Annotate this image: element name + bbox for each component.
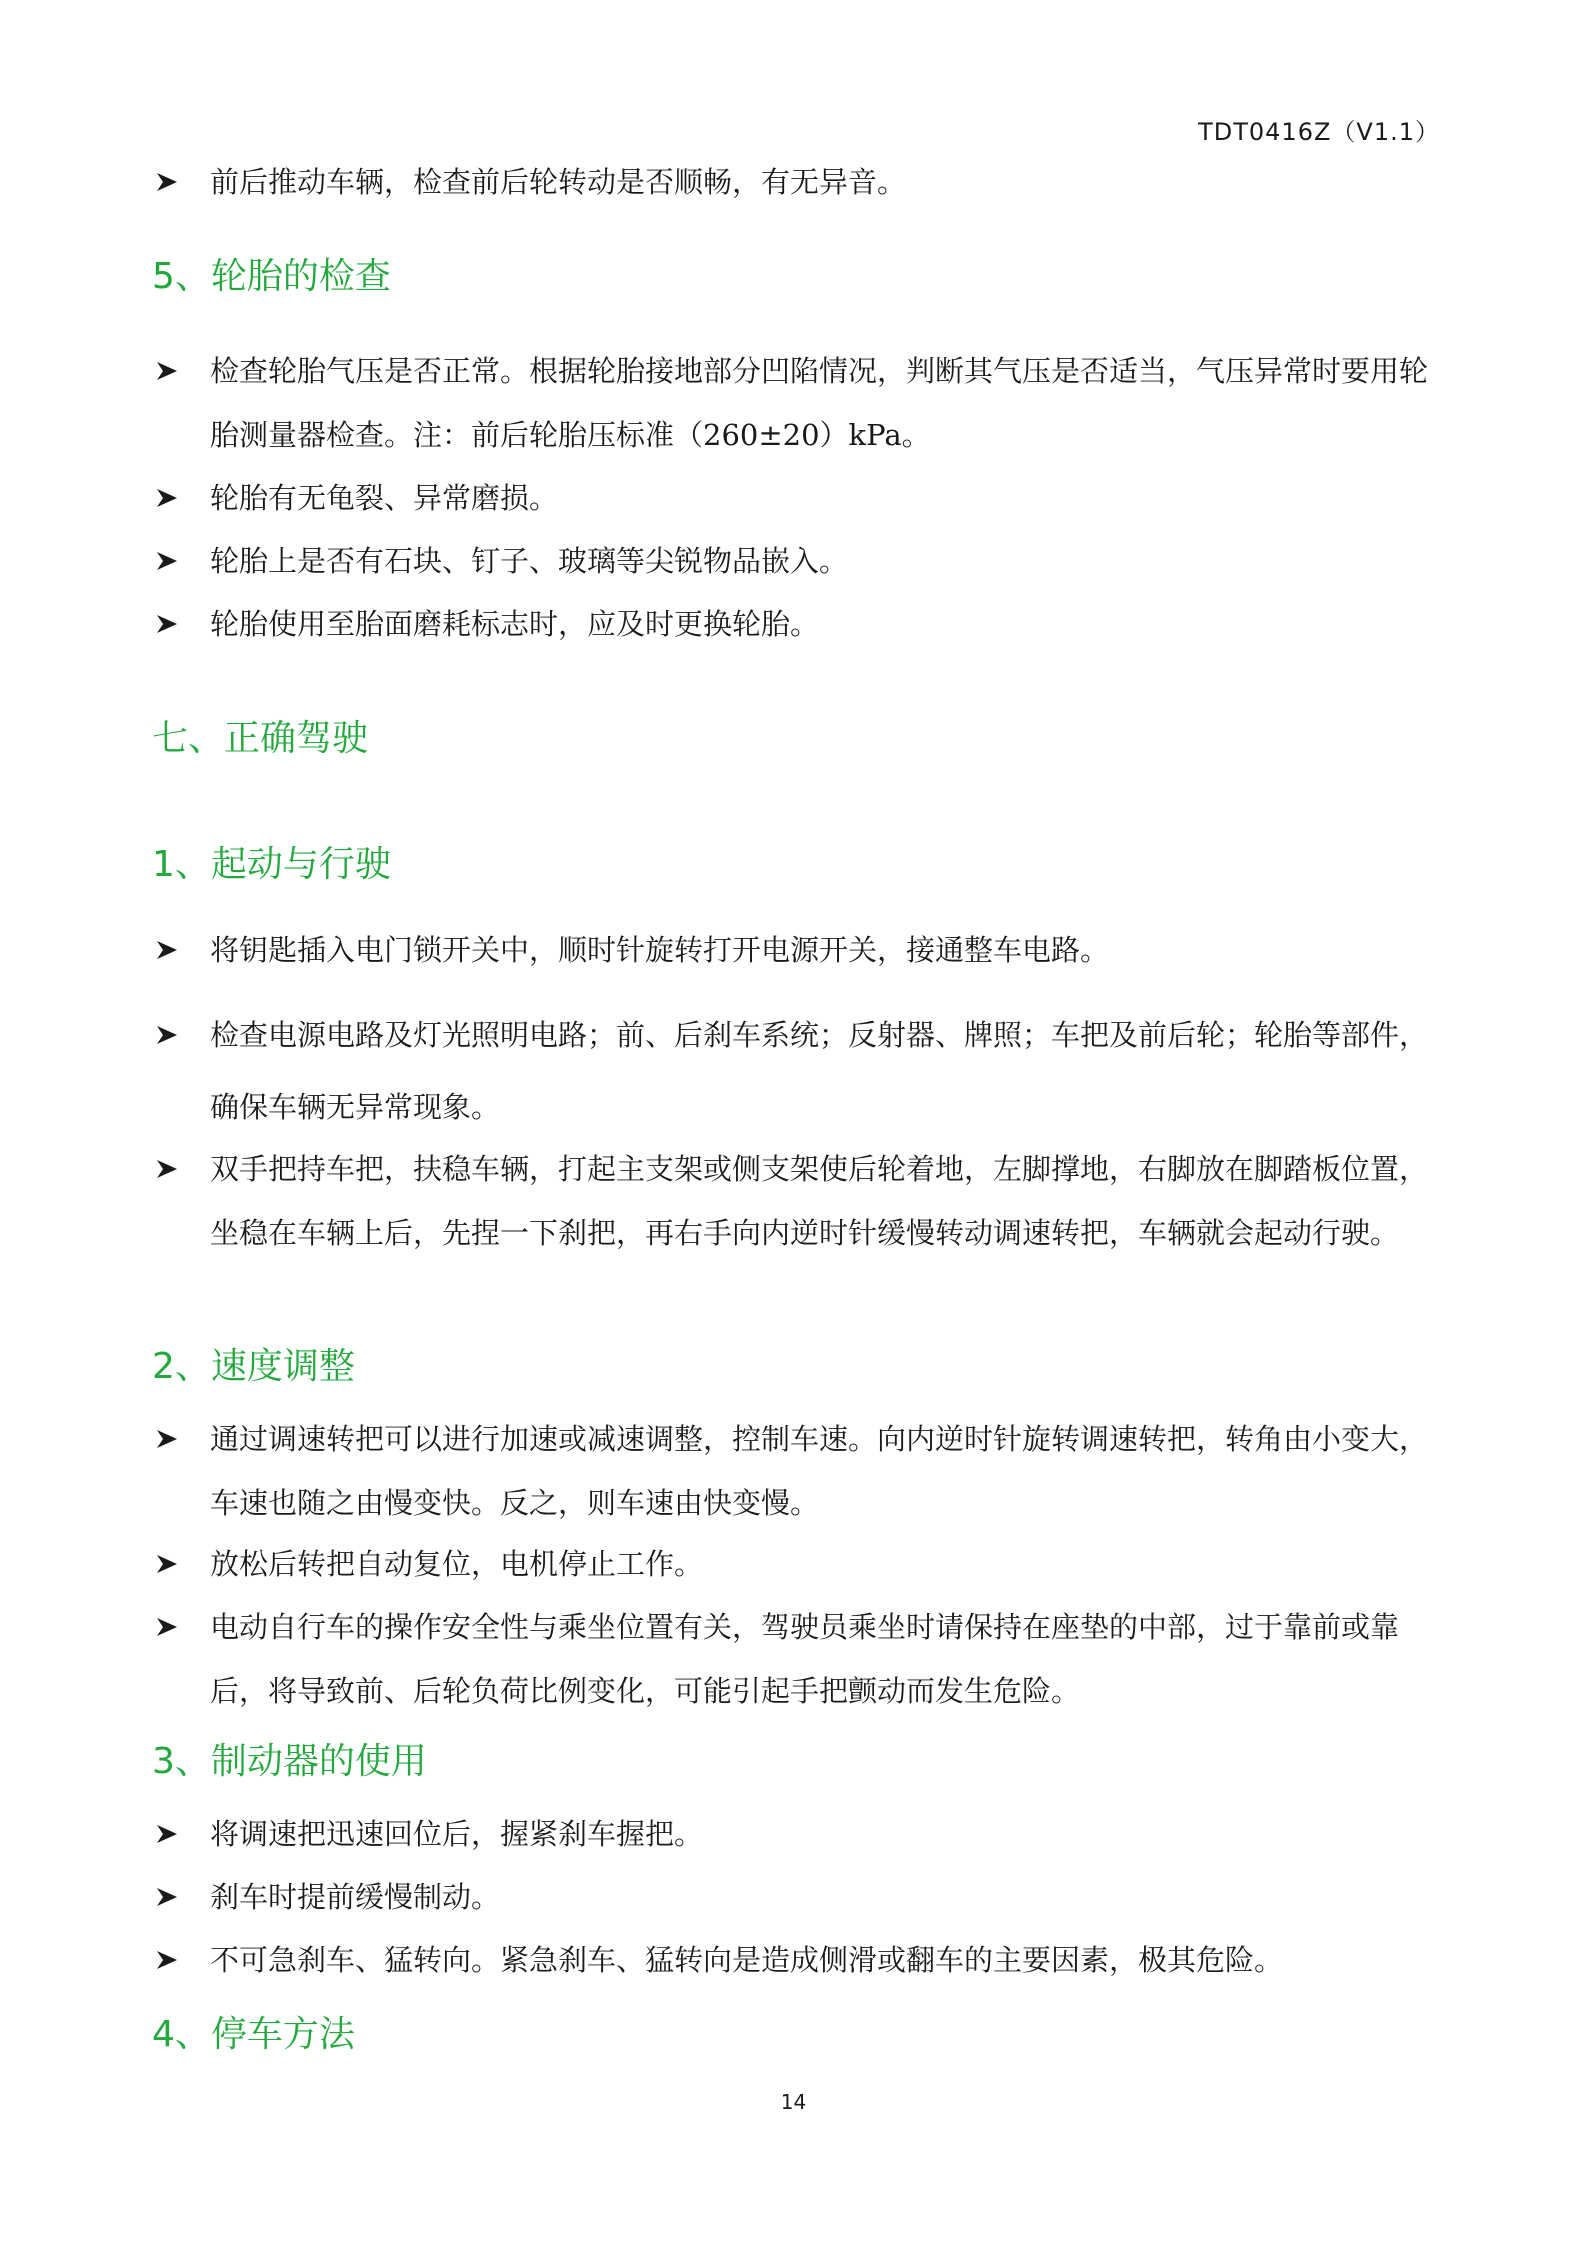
arrow-bullet-icon xyxy=(152,150,182,214)
list-item xyxy=(152,1802,1442,1866)
list-item xyxy=(152,592,1442,656)
document-code: TDT0416Z（V1.1） xyxy=(1198,118,1440,146)
list-item-text: 不可急刹车、猛转向。紧急刹车、猛转向是造成侧滑或翻车的主要因素，极其危险。 xyxy=(210,1943,1284,1977)
list-item xyxy=(152,1928,1442,1992)
list-item-text: 刹车时提前缓慢制动。 xyxy=(210,1880,501,1914)
arrow-bullet-icon xyxy=(152,918,182,982)
section-heading: 七、正确驾驶 xyxy=(152,718,369,759)
list-item xyxy=(152,918,1442,982)
arrow-bullet-icon xyxy=(152,1407,182,1471)
section-heading: 2、速度调整 xyxy=(152,1346,355,1387)
arrow-bullet-icon xyxy=(152,529,182,593)
arrow-bullet-icon xyxy=(152,592,182,656)
arrow-bullet-icon xyxy=(152,1928,182,1992)
section-heading: 3、制动器的使用 xyxy=(152,1741,427,1782)
list-item xyxy=(152,1595,1442,1723)
list-item xyxy=(152,466,1442,530)
section-heading: 1、起动与行驶 xyxy=(152,844,391,885)
list-item-text: 轮胎有无龟裂、异常磨损。 xyxy=(210,481,559,515)
list-item-text: 放松后转把自动复位，电机停止工作。 xyxy=(210,1547,704,1581)
list-item-text: 轮胎使用至胎面磨耗标志时，应及时更换轮胎。 xyxy=(210,607,820,641)
list-item-text: 检查电源电路及灯光照明电路；前、后刹车系统；反射器、牌照；车把及前后轮；轮胎等部件，确保车辆无异常现象。 xyxy=(210,1018,1429,1124)
arrow-bullet-icon xyxy=(152,1137,182,1201)
list-item xyxy=(152,999,1442,1143)
list-item xyxy=(152,1532,1442,1596)
section-heading: 4、停车方法 xyxy=(152,2014,355,2055)
list-item-text: 前后推动车辆，检查前后轮转动是否顺畅，有无异音。 xyxy=(210,165,907,199)
list-item xyxy=(152,1407,1442,1535)
list-item-text: 检查轮胎气压是否正常。根据轮胎接地部分凹陷情况，判断其气压是否适当，气压异常时要用轮胎测量器检查。注：前后轮胎压标准（260±20）kPa。 xyxy=(210,354,1429,452)
section-heading: 5、轮胎的检查 xyxy=(152,256,391,297)
list-item-text: 将调速把迅速回位后，握紧刹车握把。 xyxy=(210,1817,704,1851)
list-item xyxy=(152,529,1442,593)
list-item-text: 将钥匙插入电门锁开关中，顺时针旋转打开电源开关，接通整车电路。 xyxy=(210,933,1110,967)
arrow-bullet-icon xyxy=(152,1865,182,1929)
arrow-bullet-icon xyxy=(152,999,182,1071)
list-item-text: 电动自行车的操作安全性与乘坐位置有关，驾驶员乘坐时请保持在座垫的中部，过于靠前或靠后，将导致前、后轮负荷比例变化，可能引起手把颤动而发生危险。 xyxy=(210,1610,1400,1708)
arrow-bullet-icon xyxy=(152,1595,182,1659)
page-number: 14 xyxy=(780,2090,807,2114)
list-item xyxy=(152,150,1442,214)
arrow-bullet-icon xyxy=(152,1532,182,1596)
list-item-text: 双手把持车把，扶稳车辆，打起主支架或侧支架使后轮着地，左脚撑地，右脚放在脚踏板位置，坐稳在车辆上后，先捏一下刹把，再右手向内逆时针缓慢转动调速转把，车辆就会起动行驶。 xyxy=(210,1152,1429,1250)
arrow-bullet-icon xyxy=(152,466,182,530)
arrow-bullet-icon xyxy=(152,339,182,403)
arrow-bullet-icon xyxy=(152,1802,182,1866)
list-item xyxy=(152,339,1442,467)
list-item xyxy=(152,1137,1442,1265)
list-item xyxy=(152,1865,1442,1929)
list-item-text: 通过调速转把可以进行加速或减速调整，控制车速。向内逆时针旋转调速转把，转角由小变大，车速也随之由慢变快。反之，则车速由快变慢。 xyxy=(210,1422,1429,1520)
list-item-text: 轮胎上是否有石块、钉子、玻璃等尖锐物品嵌入。 xyxy=(210,544,849,578)
